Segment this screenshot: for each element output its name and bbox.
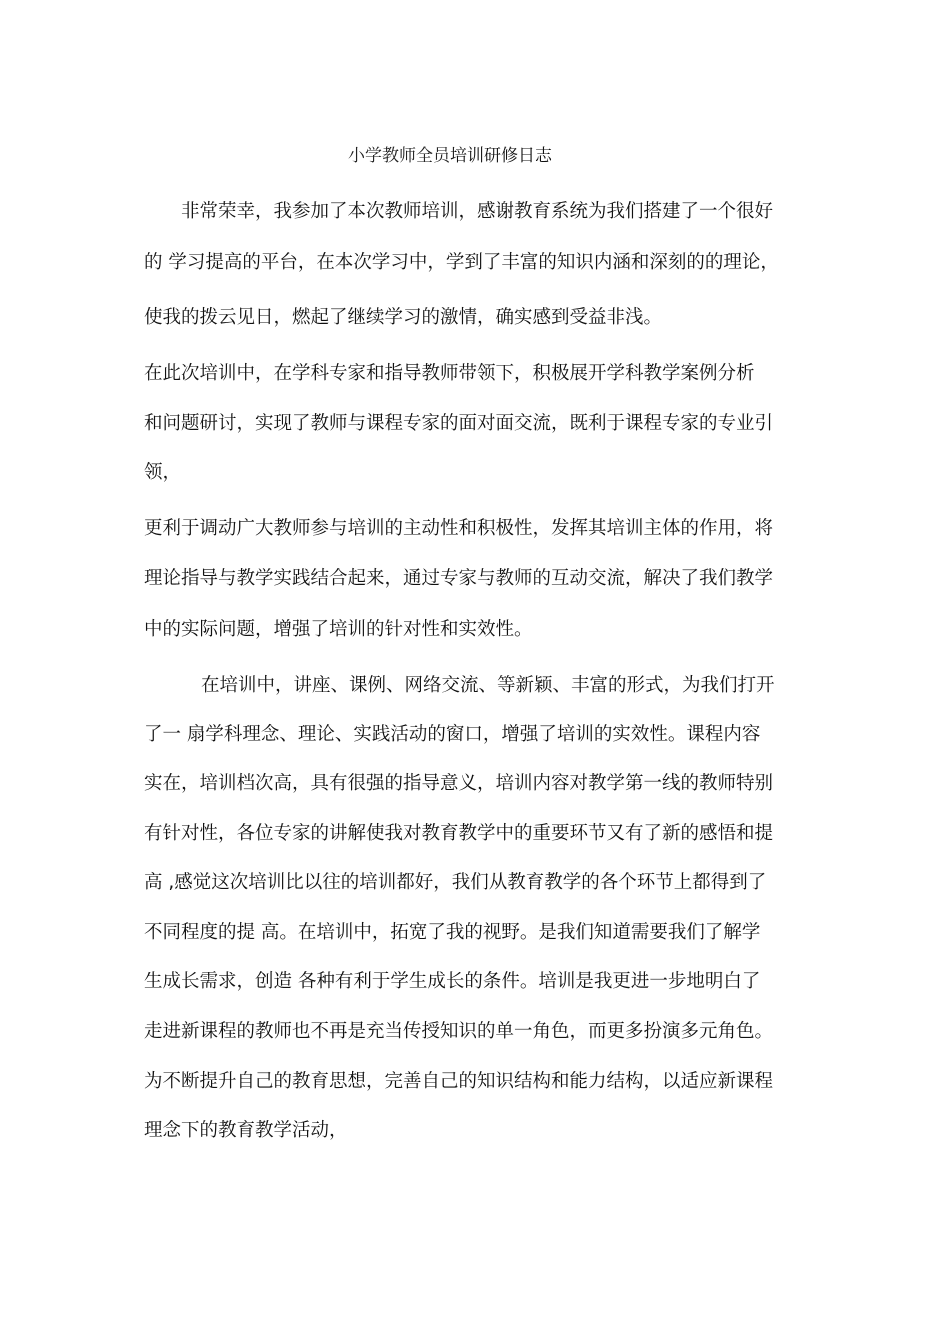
paragraph-line: 生成长需求，创造 各种有利于学生成长的条件。培训是我更进一步地明白了 bbox=[144, 971, 761, 992]
paragraph-line: 领， bbox=[144, 462, 182, 483]
title-part-2: 培训研修日志 bbox=[450, 146, 552, 166]
paragraph-line: 为不断提升自己的教育思想，完善自己的知识结构和能力结构，以适应新课程 bbox=[144, 1071, 774, 1092]
paragraph-line: 非常荣幸，我参加了本次教师培训，感谢教育系统为我们搭建了一个很好 bbox=[181, 201, 774, 222]
document-title bbox=[0, 144, 900, 168]
paragraph-line: 使我的拨云见日，燃起了继续学习的激情，确实感到受益非浅。 bbox=[144, 307, 663, 328]
paragraph-line: 更利于调动广大教师参与培训的主动性和积极性，发挥其培训主体的作用，将 bbox=[144, 518, 774, 539]
paragraph-line: 和问题研讨，实现了教师与课程专家的面对面交流，既利于课程专家的专业引 bbox=[144, 413, 774, 434]
paragraph-line: 在培训中，讲座、课例、网络交流、等新颖、丰富的形式，为我们打开 bbox=[201, 675, 775, 696]
paragraph-line: 理念下的教育教学活动， bbox=[144, 1120, 348, 1141]
paragraph-line: 高 ,感觉这次培训比以往的培训都好，我们从教育教学的各个环节上都得到了 bbox=[144, 872, 767, 893]
title-part-1: 小学教师全员 bbox=[348, 146, 450, 166]
paragraph-line: 中的实际问题，增强了培训的针对性和实效性。 bbox=[144, 619, 533, 640]
paragraph-line: 在此次培训中，在学科专家和指导教师带领下，积极展开学科教学案例分析 bbox=[144, 363, 755, 384]
paragraph-line: 走进新课程的教师也不再是充当传授知识的单一角色，而更多扮演多元角色。 bbox=[144, 1021, 774, 1042]
paragraph-line: 理论指导与教学实践结合起来，通过专家与教师的互动交流，解决了我们教学 bbox=[144, 568, 774, 589]
paragraph-line: 的 学习提高的平台，在本次学习中，学到了丰富的知识内涵和深刻的的理论， bbox=[144, 252, 779, 273]
paragraph-line: 实在，培训档次高，具有很强的指导意义，培训内容对教学第一线的教师特别 bbox=[144, 773, 774, 794]
paragraph-line: 不同程度的提 高。在培训中，拓宽了我的视野。是我们知道需要我们了解学 bbox=[144, 922, 761, 943]
paragraph-line: 有针对性，各位专家的讲解使我对教育教学中的重要环节又有了新的感悟和提 bbox=[144, 823, 774, 844]
paragraph-line: 了一 扇学科理念、理论、实践活动的窗口，增强了培训的实效性。课程内容 bbox=[144, 724, 761, 745]
